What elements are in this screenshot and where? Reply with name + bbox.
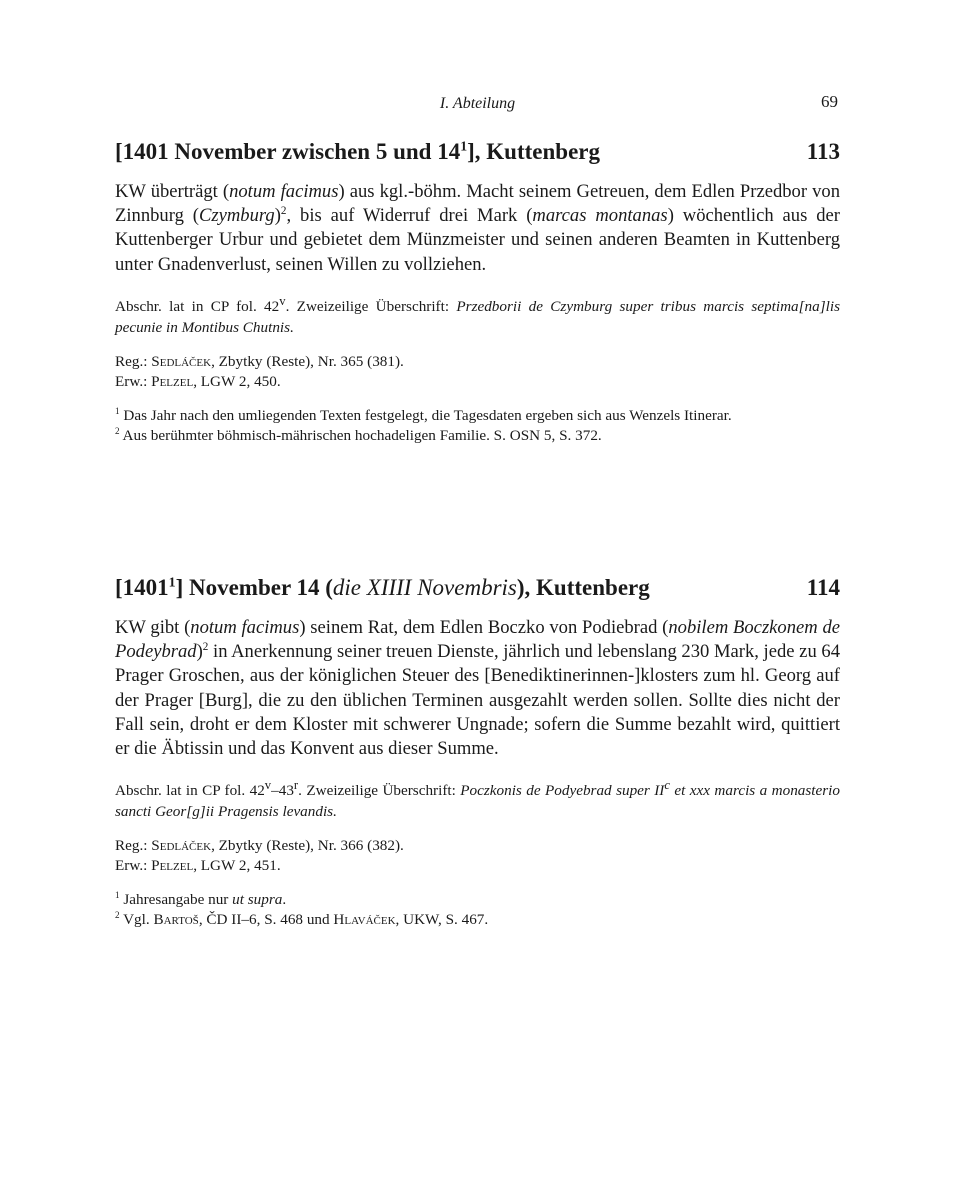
footnote-1: $^1$ Das Jahr nach den umliegenden Texten festgelegt, die Tagesdaten ergeben sich aus Wenzels Itinerar. <box>115 405 732 424</box>
footnote-2: $^2$ Aus berühmter böhmisch-mährischen hochadeligen Familie. S. OSN 5, S. 372. <box>115 425 602 444</box>
entry-summary: KW gibt (notum facimus) seinem Rat, dem Edlen Boczko von Podiebrad (nobilem Boczkonem de Podeybrad)$^2$ in Anerkennung seiner treuen Dienste, jährlich und lebenslang 230 Mark, jede zu 64 Prager Groschen, aus der königlichen Steuer des [Benediktinerinnen-]klosters zum hl. Georg auf der Prager [Burg], die zu den üblichen Terminen ausgezahlt werden sollen. Sollte dies nicht der Fall sein, droht er dem Kloster mit schwerer Ungnade; sofern die Summe bezahlt wird, quittiert er die Äbtissin und das Konvent aus dieser Summe. <box>115 617 841 760</box>
entry-summary: KW überträgt (notum facimus) aus kgl.-böhm. Macht seinem Getreuen, dem Edlen Przedbor von Zinnburg (Czymburg)$^2$, bis auf Widerruf drei Mark (marcas montanas) wöchentlich aus der Kuttenberger Urbur und gebietet dem Münzmeister und seinen anderen Beamten in Kuttenberg unter Gnadenverlust, seinen Willen zu vollziehen. <box>115 181 840 275</box>
page-number: 69 <box>821 92 838 111</box>
section-title: I. Abteilung <box>439 95 516 112</box>
regest-entry-113 <box>115 138 840 446</box>
footnote-2: $^2$ Vgl. Bartoš, ČD II–6, S. 468 und Hlaváček, UKW, S. 467. <box>115 910 489 929</box>
footnotes <box>115 406 840 446</box>
entry-date-place: [1401$^1$] November 14 (die XIIII Novembris), Kuttenberg <box>115 574 650 600</box>
footnotes <box>115 890 840 930</box>
regest-reference: Reg.: Sedláček, Zbytky (Reste), Nr. 366 (382). <box>115 837 404 855</box>
source-note: Abschr. lat in CP fol. 42$^v$–43$^r$. Zweizeilige Überschrift: Poczkonis de Podyebrad super $II^c$ et xxx marcis a monasterio sancti Geor[g]ii Pragensis levandis. <box>115 778 840 821</box>
entry-number: 113 <box>806 139 840 164</box>
running-head <box>115 92 840 116</box>
bibliography <box>115 352 840 392</box>
bibliography <box>115 836 840 876</box>
entry-number: 114 <box>806 575 840 600</box>
regest-entry-114 <box>115 574 840 930</box>
footnote-1: $^1$ Jahresangabe nur ut supra. <box>115 890 287 909</box>
footnote-ref: 2 <box>280 205 287 218</box>
footnote-ref: 2 <box>202 641 209 654</box>
entry-date-place: [1401 November zwischen 5 und $14^1$], Kuttenberg <box>115 138 600 164</box>
mention-reference: Erw.: Pelzel, LGW 2, 450. <box>115 372 281 390</box>
mention-reference: Erw.: Pelzel, LGW 2, 451. <box>115 857 281 875</box>
footnote-ref: 1 <box>460 138 468 154</box>
source-note: Abschr. lat in CP fol. 42$^v$. Zweizeilige Überschrift: Przedborii de Czymburg super tribus marcis septima[na]lis pecunie in Montibus Chutnis. <box>115 293 841 336</box>
regest-reference: Reg.: Sedláček, Zbytky (Reste), Nr. 365 (381). <box>115 352 404 370</box>
footnote-ref: 1 <box>168 574 176 590</box>
entry-heading <box>115 138 840 168</box>
entry-heading <box>115 574 840 604</box>
